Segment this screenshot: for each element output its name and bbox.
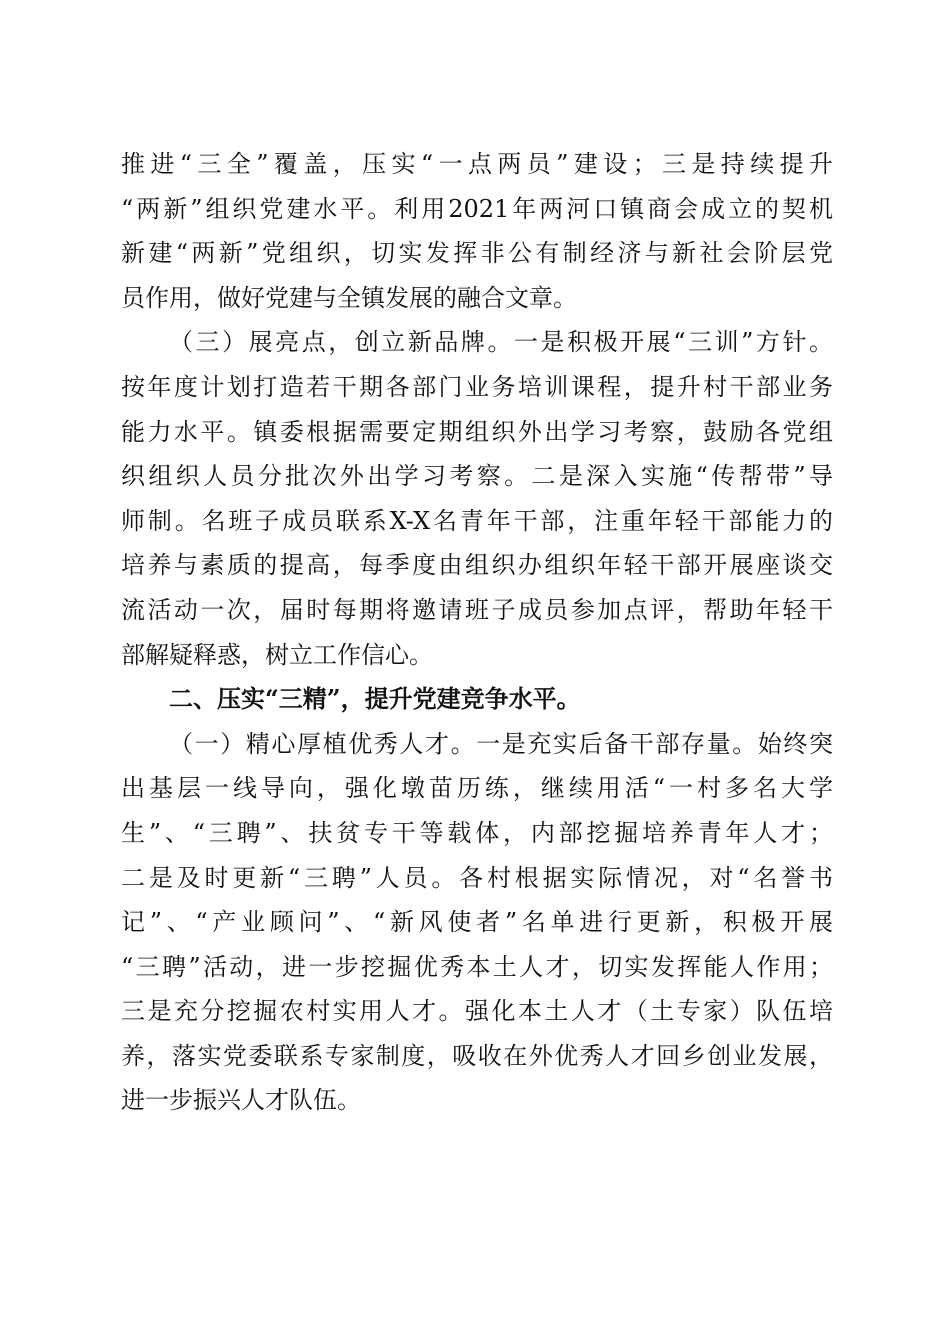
text-line: 师制。名班子成员联系X-X名青年干部，注重年轻干部能力的 — [121, 506, 833, 535]
text-line: 按年度计划打造若干期各部门业务培训课程，提升村干部业务 — [121, 372, 833, 401]
text-line: 记”、“产业顾问”、“新风使者”名单进行更新，积极开展 — [121, 908, 833, 937]
text-line: 能力水平。镇委根据需要定期组织外出学习考察，鼓励各党组 — [121, 417, 833, 446]
text-line: （三）展亮点，创立新品牌。一是积极开展“三训”方针。 — [169, 328, 833, 357]
text-line: 三是充分挖掘农村实用人才。强化本土人才（土专家）队伍培 — [121, 997, 833, 1026]
text-line: 部解疑释惑，树立工作信心。 — [121, 640, 433, 669]
text-line: 培养与素质的提高，每季度由组织办组织年轻干部开展座谈交 — [121, 551, 833, 580]
text-line: “两新”组织党建水平。利用2021年两河口镇商会成立的契机 — [121, 194, 833, 223]
text-line: 员作用，做好党建与全镇发展的融合文章。 — [121, 283, 577, 312]
section-heading: 二、压实“三精”，提升党建竞争水平。 — [169, 684, 581, 714]
text-line: 流活动一次，届时每期将邀请班子成员参加点评，帮助年轻干 — [121, 595, 833, 624]
text-line: “三聘”活动，进一步挖掘优秀本土人才，切实发挥能人作用； — [121, 952, 833, 981]
text-line: 养，落实党委联系专家制度，吸收在外优秀人才回乡创业发展， — [121, 1041, 833, 1070]
text-line: 生”、“三聘”、扶贫专干等载体，内部挖掘培养青年人才； — [121, 818, 833, 847]
text-line: 出基层一线导向，强化墩苗历练，继续用活“一村多名大学 — [121, 774, 833, 803]
text-line: 进一步振兴人才队伍。 — [121, 1086, 361, 1115]
text-line: 新建“两新”党组织，切实发挥非公有制经济与新社会阶层党 — [121, 239, 833, 268]
text-line: 织组织人员分批次外出学习考察。二是深入实施“传帮带”导 — [121, 462, 833, 491]
document-body — [121, 142, 833, 1123]
text-line: （一）精心厚植优秀人才。一是充实后备干部存量。始终突 — [169, 729, 833, 758]
text-line: 推进“三全”覆盖，压实“一点两员”建设；三是持续提升 — [121, 150, 833, 178]
text-line: 二是及时更新“三聘”人员。各村根据实际情况，对“名誉书 — [121, 863, 833, 892]
